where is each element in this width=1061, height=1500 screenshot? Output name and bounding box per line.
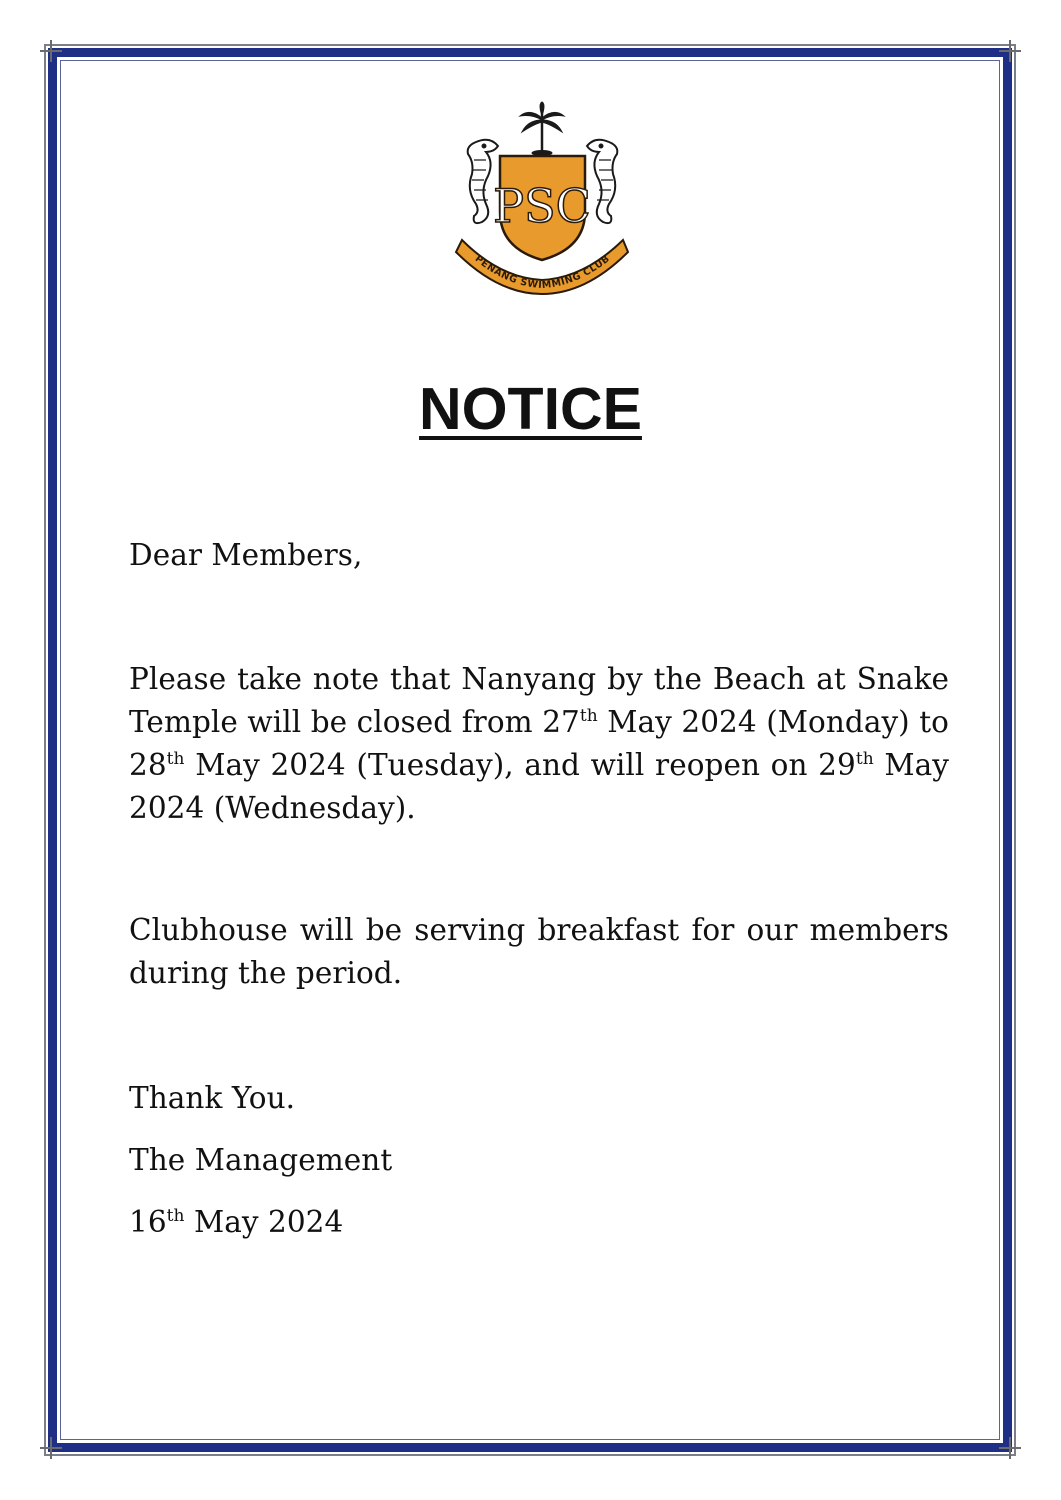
date-ordinal-suffix: th <box>166 1206 185 1226</box>
crest-monogram: PSC <box>493 179 591 233</box>
notice-date <box>129 1201 949 1244</box>
frame-corner-bottom-left <box>40 1437 62 1459</box>
palm-tree-icon <box>520 102 564 156</box>
closure-text-part4: May 2024 (Wednesday). <box>129 748 949 825</box>
signature-line: The Management <box>129 1143 393 1177</box>
ordinal-suffix: th <box>855 749 874 769</box>
notice-title: NOTICE <box>419 376 642 442</box>
frame-corner-bottom-right <box>999 1437 1021 1459</box>
closure-text-part1: Please take note that Nanyang by the Beach at Snake Temple will be closed from 27 <box>129 662 949 739</box>
ordinal-suffix: th <box>166 749 185 769</box>
closing-line: Thank You. <box>129 1081 296 1115</box>
closure-text-part2: May 2024 (Monday) to 28 <box>129 705 949 782</box>
breakfast-paragraph: Clubhouse will be serving breakfast for our members during the period. <box>129 913 949 990</box>
closure-paragraph <box>129 658 949 830</box>
seahorse-right-icon <box>587 140 617 223</box>
frame-corner-top-right <box>999 40 1021 62</box>
frame-corner-top-left <box>40 40 62 62</box>
closure-text-part3: May 2024 (Tuesday), and will reopen on 29 <box>184 748 856 782</box>
date-month-year: May 2024 <box>184 1205 344 1239</box>
date-day: 16 <box>129 1205 167 1239</box>
penang-swimming-club-crest-logo <box>450 100 635 295</box>
ordinal-suffix: th <box>579 706 598 726</box>
greeting-line: Dear Members, <box>129 538 363 572</box>
crest-ribbon-text: PENANG SWIMMING CLUB <box>472 253 613 292</box>
